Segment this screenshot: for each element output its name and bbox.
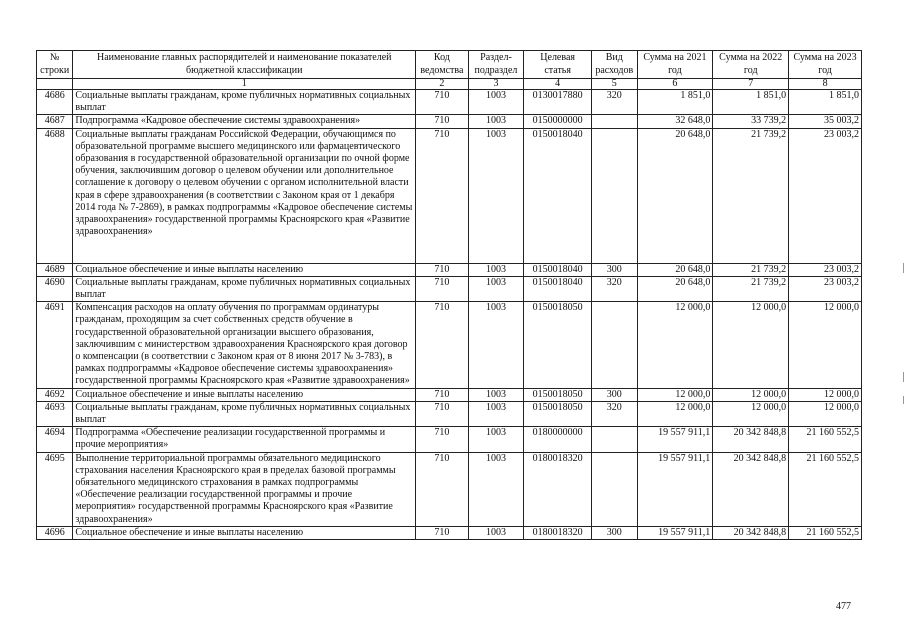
row-number: 4688 xyxy=(37,128,73,263)
expense-type xyxy=(592,452,637,526)
column-number: 6 xyxy=(637,79,713,90)
header-cell: Сумма на 2023 год xyxy=(789,51,862,79)
sum-2021: 20 648,0 xyxy=(637,128,713,263)
sum-2022: 20 342 848,8 xyxy=(713,526,789,539)
header-cell: Сумма на 2022 год xyxy=(713,51,789,79)
expense-type xyxy=(592,128,637,263)
section-code: 1003 xyxy=(468,302,524,388)
table-row xyxy=(37,263,862,276)
sum-2021: 12 000,0 xyxy=(637,401,713,426)
column-number: 2 xyxy=(416,79,469,90)
row-name: Подпрограмма «Кадровое обеспечение системы здравоохранения» xyxy=(73,115,416,128)
header-cell: Код ведомства xyxy=(416,51,469,79)
section-code: 1003 xyxy=(468,401,524,426)
sum-2023: 23 003,2 xyxy=(789,263,862,276)
budget-table xyxy=(36,50,862,540)
sum-2022: 12 000,0 xyxy=(713,388,789,401)
target-code: 0180018320 xyxy=(524,452,592,526)
scan-mark xyxy=(903,396,904,404)
sum-2022: 33 739,2 xyxy=(713,115,789,128)
table-row xyxy=(37,90,862,115)
sum-2023: 12 000,0 xyxy=(789,388,862,401)
sum-2022: 21 739,2 xyxy=(713,263,789,276)
expense-type: 300 xyxy=(592,526,637,539)
sum-2021: 20 648,0 xyxy=(637,276,713,301)
sum-2023: 21 160 552,5 xyxy=(789,427,862,452)
dept-code: 710 xyxy=(416,526,469,539)
header-row xyxy=(37,51,862,79)
target-code: 0180000000 xyxy=(524,427,592,452)
section-code: 1003 xyxy=(468,276,524,301)
table-row xyxy=(37,452,862,526)
dept-code: 710 xyxy=(416,427,469,452)
sum-2022: 12 000,0 xyxy=(713,302,789,388)
expense-type: 320 xyxy=(592,90,637,115)
sum-2022: 21 739,2 xyxy=(713,276,789,301)
dept-code: 710 xyxy=(416,401,469,426)
column-number: 8 xyxy=(789,79,862,90)
sum-2023: 21 160 552,5 xyxy=(789,452,862,526)
header-cell: Целевая статья xyxy=(524,51,592,79)
table-row xyxy=(37,115,862,128)
sum-2022: 1 851,0 xyxy=(713,90,789,115)
section-code: 1003 xyxy=(468,128,524,263)
table-row xyxy=(37,128,862,263)
sum-2021: 12 000,0 xyxy=(637,388,713,401)
sum-2023: 12 000,0 xyxy=(789,401,862,426)
sum-2023: 23 003,2 xyxy=(789,276,862,301)
column-number: 7 xyxy=(713,79,789,90)
sum-2023: 21 160 552,5 xyxy=(789,526,862,539)
dept-code: 710 xyxy=(416,115,469,128)
target-code: 0150018040 xyxy=(524,276,592,301)
target-code: 0150018040 xyxy=(524,128,592,263)
header-cell: № строки xyxy=(37,51,73,79)
section-code: 1003 xyxy=(468,90,524,115)
sum-2023: 23 003,2 xyxy=(789,128,862,263)
expense-type: 300 xyxy=(592,263,637,276)
target-code: 0150018050 xyxy=(524,388,592,401)
column-number: 3 xyxy=(468,79,524,90)
sum-2023: 35 003,2 xyxy=(789,115,862,128)
row-name: Подпрограмма «Обеспечение реализации государственной программы и прочие мероприятия» xyxy=(73,427,416,452)
target-code: 0150018040 xyxy=(524,263,592,276)
sum-2021: 12 000,0 xyxy=(637,302,713,388)
page-number: 477 xyxy=(836,601,851,612)
table-row xyxy=(37,401,862,426)
column-number: 5 xyxy=(592,79,637,90)
section-code: 1003 xyxy=(468,115,524,128)
column-number: 4 xyxy=(524,79,592,90)
sum-2021: 19 557 911,1 xyxy=(637,452,713,526)
dept-code: 710 xyxy=(416,388,469,401)
target-code: 0150000000 xyxy=(524,115,592,128)
row-name: Компенсация расходов на оплату обучения по программам ординатуры гражданам, проходящим за счет собственных средств обучение в государственной образовательной организации высшего образования, заключившим с министерством здравоохранения Красноярского края договор о компенсации (в соответствии с Законом края от 8 июня 2017 № 3-783), в рамках подпрограммы «Кадровое обеспечение системы здравоохранения» государственной программы Красноярского края «Развитие здравоохранения» xyxy=(73,302,416,388)
scan-mark xyxy=(903,372,904,382)
row-name: Выполнение территориальной программы обязательного медицинского страхования населения Красноярского края в пределах базовой программы обязательного медицинского страхования в рамках подпрограммы «Обеспечение реализации государственной программы и прочие мероприятия» государственной программы Красноярского края «Развитие здравоохранения» xyxy=(73,452,416,526)
row-name: Социальные выплаты гражданам, кроме публичных нормативных социальных выплат xyxy=(73,401,416,426)
sum-2021: 20 648,0 xyxy=(637,263,713,276)
dept-code: 710 xyxy=(416,90,469,115)
sum-2022: 12 000,0 xyxy=(713,401,789,426)
sum-2023: 12 000,0 xyxy=(789,302,862,388)
row-name: Социальное обеспечение и иные выплаты населению xyxy=(73,388,416,401)
sum-2022: 21 739,2 xyxy=(713,128,789,263)
expense-type xyxy=(592,115,637,128)
sum-2021: 32 648,0 xyxy=(637,115,713,128)
expense-type: 320 xyxy=(592,401,637,426)
sum-2023: 1 851,0 xyxy=(789,90,862,115)
sum-2022: 20 342 848,8 xyxy=(713,452,789,526)
sum-2022: 20 342 848,8 xyxy=(713,427,789,452)
header-cell: Раздел-подраздел xyxy=(468,51,524,79)
expense-type xyxy=(592,427,637,452)
header-cell: Наименование главных распорядителей и наименование показателей бюджетной классификации xyxy=(73,51,416,79)
row-name: Социальные выплаты гражданам, кроме публичных нормативных социальных выплат xyxy=(73,90,416,115)
table-row xyxy=(37,276,862,301)
row-number: 4686 xyxy=(37,90,73,115)
expense-type xyxy=(592,302,637,388)
target-code: 0150018050 xyxy=(524,302,592,388)
section-code: 1003 xyxy=(468,263,524,276)
target-code: 0150018050 xyxy=(524,401,592,426)
row-name: Социальное обеспечение и иные выплаты населению xyxy=(73,263,416,276)
header-cell: Вид расходов xyxy=(592,51,637,79)
dept-code: 710 xyxy=(416,302,469,388)
row-number: 4696 xyxy=(37,526,73,539)
dept-code: 710 xyxy=(416,452,469,526)
table-row xyxy=(37,526,862,539)
column-number xyxy=(37,79,73,90)
row-number: 4695 xyxy=(37,452,73,526)
table-row xyxy=(37,427,862,452)
row-name: Социальное обеспечение и иные выплаты населению xyxy=(73,526,416,539)
sum-2021: 1 851,0 xyxy=(637,90,713,115)
sum-2021: 19 557 911,1 xyxy=(637,526,713,539)
column-number-row xyxy=(37,79,862,90)
target-code: 0130017880 xyxy=(524,90,592,115)
table-row xyxy=(37,388,862,401)
section-code: 1003 xyxy=(468,526,524,539)
section-code: 1003 xyxy=(468,452,524,526)
row-number: 4694 xyxy=(37,427,73,452)
section-code: 1003 xyxy=(468,388,524,401)
row-name: Социальные выплаты гражданам Российской Федерации, обучающимся по образовательной программе высшего медицинского или фармацевтического образования в государственной образовательной организации по очной форме обучения, заключившим договор о целевом обучении или дополнительное соглашение к договору о целевом обучении с органом исполнительной власти края в сфере здравоохранения (в соответствии с Законом края от 1 декабря 2014 года № 7-2869), в рамках подпрограммы «Кадровое обеспечение системы здравоохранения» государственной программы Красноярского края «Развитие здравоохранения» xyxy=(73,128,416,263)
header-cell: Сумма на 2021 год xyxy=(637,51,713,79)
scan-mark xyxy=(903,263,904,273)
dept-code: 710 xyxy=(416,128,469,263)
sum-2021: 19 557 911,1 xyxy=(637,427,713,452)
row-number: 4691 xyxy=(37,302,73,388)
column-number: 1 xyxy=(73,79,416,90)
row-number: 4693 xyxy=(37,401,73,426)
section-code: 1003 xyxy=(468,427,524,452)
row-name: Социальные выплаты гражданам, кроме публичных нормативных социальных выплат xyxy=(73,276,416,301)
target-code: 0180018320 xyxy=(524,526,592,539)
dept-code: 710 xyxy=(416,276,469,301)
dept-code: 710 xyxy=(416,263,469,276)
expense-type: 300 xyxy=(592,388,637,401)
expense-type: 320 xyxy=(592,276,637,301)
row-number: 4689 xyxy=(37,263,73,276)
row-number: 4690 xyxy=(37,276,73,301)
row-number: 4692 xyxy=(37,388,73,401)
table-row xyxy=(37,302,862,388)
row-number: 4687 xyxy=(37,115,73,128)
